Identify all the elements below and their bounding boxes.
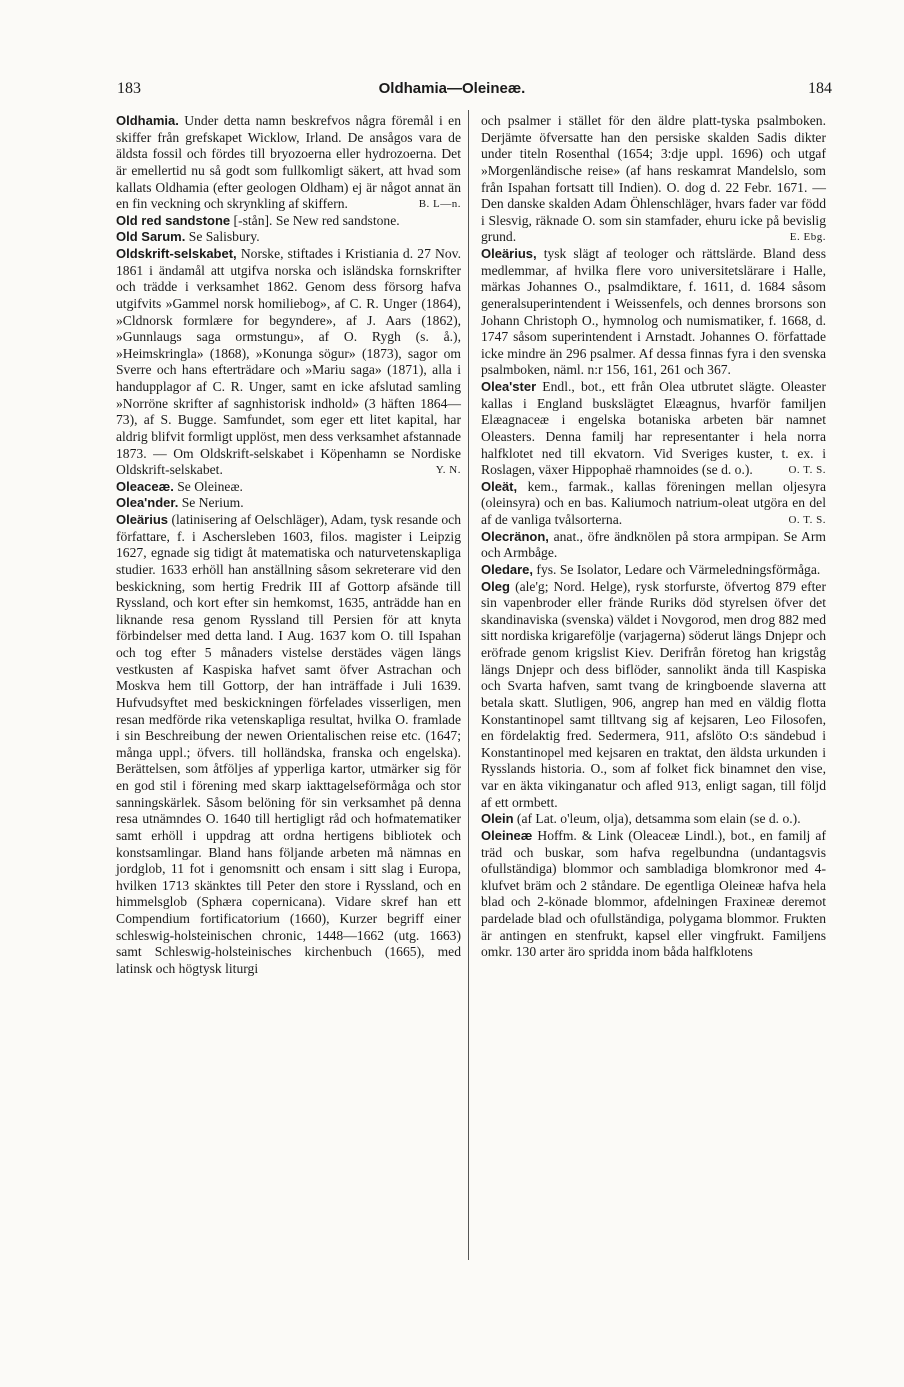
entry-text: kem., farmak., kallas föreningen mellan oljesyra (oleinsyra) och en bas. Kaliumoch natrium-oleat utgöra en del af de vanliga tvålsorterna. <box>481 478 826 527</box>
entry-headword: Olea'ster <box>481 379 537 394</box>
entry-text: och psalmer i stället för den äldre platt-tyska psalmboken. Derjämte öfversatte han den persiske skalden Sadis dikter under titeln Rosenthal (1654; 3:dje uppl. 1696) och utgaf »Morgenländische reise» (af hans reskamrat Mandelslo, som från Ispahan fortsatt till Indien). O. dog d. 22 Febr. 1671. — Den danske skalden Adam Öhlenschläger, hvars fader var född i Slesvig, räknade O. som sin stamfader, ehuru icke på bevislig grund. <box>481 113 826 245</box>
entry-signature: E. Ebg. <box>789 231 826 244</box>
entry-headword: Oldhamia. <box>116 113 179 128</box>
entry-text: Se Oleineæ. <box>173 478 243 494</box>
entry-headword: Olein <box>481 811 514 827</box>
dictionary-entry <box>116 229 461 246</box>
entry-headword: Oleärius, <box>481 246 537 261</box>
entry-signature: Y. N. <box>435 464 461 477</box>
entry-headword: Oleineæ <box>481 827 533 843</box>
entry-signature: O. T. S. <box>788 464 826 477</box>
entry-text: Norske, stiftades i Kristiania d. 27 Nov. 1861 i ändamål att utgifva norska och isländska fornskrifter och trädde i verksamhet 1862. Genom dess försorg hafva utgifvits »Gammel norsk homiliebog», af C. R. Unger (1864), »Cldnorsk formlære for begyndere», af J. Aars (1862), »Gunnlaugs saga ormstungu», af O. Rygh (s. å.), »Heimskringla» (1868), »Konunga sögur» (1873), sagor om Sverre och hans efterträdare och »Mariu saga» (1871), alla i handupplagor af C. R. Unger, samt en icke afslutad samling »Norröne skrifter af sagnhistorisk indhold» (3 häften 1864—73), af S. Bugge. Samfundet, som eger ett litet kapital, har aldrig blifvit formligt upplöst, men dess verksamhet afstannade 1873. — Om Oldskrift-selskabet i Köpenhamn se Nordiske Oldskrift-selskabet. <box>116 246 461 478</box>
entry-headword: Olea'nder. <box>116 495 179 511</box>
entry-text: Se Salisbury. <box>185 229 260 245</box>
dictionary-entry <box>481 113 826 246</box>
entry-text: (latinisering af Oelschläger), Adam, tysk resande och författare, f. i Aschersleben 1603, filos. magister i Leipzig 1627, egnade sig tidigt åt matematiska och naturvetenskapliga studier. 1633 erhöll han anställning såsom sekreterare vid den beskickning, som hertig Fredrik III af Gottorp afsände till Ryssland, och kort efter sin hemkomst, 1635, anträdde han en liknande resa genom Ryssland till Persien för att knyta förbindelser med detta land. I Aug. 1637 kom O. till Ispahan och tog efter 5 månaders vistelse derstädes vägen längs vestkusten af Kaspiska hafvet samt öfver Astrachan och Moskva hem till Gottorp, der han inträffade i Juli 1639. Hufvudsyftet med beskickningen förfelades visserligen, men resan medförde rika vetenskapliga resultat, hvilka O. framlade i sin Beschreibung der newen Orientalischen reise etc. (1647; många uppl.; öfvers. till holländska, franska och engelska). Berättelsen, som åtföljes af ypperliga kartor, utmärker sig för en god stil i förening med skarp iakttagelseförmåga och stor sanningskärlek. Såsom belöning för sin verksamhet på denna resa utnämndes O. 1640 till hertigligt råd och hofmatematiker samt erhöll i uppdrag att ordna hertigens bibliotek och konstsamlingar. Bland hans följande arbeten må nämnas en jordglob, 11 fot i genomsnitt och ensam i sitt slag i Europa, hvilken 1713 skänktes till Peter den store i Ryssland, och en himmelsglob (Sphæra copernicana). Vidare skref han ett Compendium fortificatorium (1660), Kurzer begriff einer schleswig-holsteinischen chronic, 1448—1662 (utg. 1663) samt Schleswig-holsteinisches kirchenbuch (1665), med latinsk och högtysk liturgi <box>116 512 461 976</box>
page-number-right: 184 <box>808 80 832 97</box>
entry-text: [-stån]. Se New red sandstone. <box>230 212 400 228</box>
dictionary-entry <box>481 811 826 828</box>
entry-text: Under detta namn beskrefvos några föremål i en skiffer från grefskapet Wicklow, Irland. De ansågos vara de äldsta fossil och fördes till bryozoerna eller hydrozoerna. Det är emellertid nu så godt som fullkomligt säkert, att hvad som kallats Oldhamia (efter geologen Oldham) ej är något annat än en fin veckning och skrynkling af skiffern. <box>116 113 461 212</box>
entry-text: Hoffm. & Link (Oleaceæ Lindl.), bot., en familj af träd och buskar, som hafva regelbundna (undantagsvis ofullständiga) blommor och sambladiga blomkronor med 4-klufvet bräm och 2 ståndare. De egentliga Oleineæ hafva hela blad och 2-könade blommor, afdelningen Fraxineæ deremot pardelade blad och ofullständiga, polygama blommor. Frukten är antingen en stenfrukt, kapsel eller vingfrukt. Familjens omkr. 130 arter äro spridda inom båda halfklotens <box>481 827 826 960</box>
dictionary-entry <box>481 479 826 529</box>
entry-text: anat., öfre ändknölen på stora armpipan. Se Arm och Armbåge. <box>481 528 826 561</box>
page-number-left: 183 <box>117 80 141 97</box>
dictionary-entry <box>116 246 461 479</box>
entry-headword: Oleät, <box>481 478 518 494</box>
entry-headword: Old red sandstone <box>116 212 231 228</box>
entry-signature: O. T. S. <box>788 514 826 526</box>
entry-text: (ale'g; Nord. Helge), rysk storfurste, öfvertog 879 efter sin vapenbroder eller frände Ruriks död styrelsen öfver det skandinaviska (svenska) väldet i Novgorod, men drog 882 med sitt nordiska krigarefölje (varjagerna) söderut längs Dnjepr och eröfrade genom krigslist Kiev. Derifrån företog han krigståg längs Dnjepr och dess biflöder, sannolikt ända till Kaspiska och Svarta hafven, samt tvang de kringboende slaverna att betala skatt. Slutligen, 906, angrep han med en väldig flotta Konstantinopel samt tilltvang sig af kejsaren, Leo Filosofen, en fördelaktig fred. Sedermera, 911, afslöto O:s sändebud i Konstantinopel med kejsaren en traktat, den äldsta urkunden i Rysslands historia. O., som af folket fick binamnet den vise, var en äkta vikinganatur och afled 913, enligt sagan, till följd af ett ormbett. <box>481 578 826 810</box>
entry-text: Endl., bot., ett från Olea utbrutet slägte. Oleaster kallas i England buskslägtet Elæagnus, hvarför familjen Elæagnaceæ i engelska botaniska arbeten bär namnet Oleasters. Denna familj har representanter i hela norra halfklotet ned till ekvatorn. Vid Sveriges kuster, t. ex. i Roslagen, växer Hippophaë rhamnoides (se d. o.). <box>481 379 826 478</box>
entry-text: Se Nerium. <box>178 495 244 511</box>
dictionary-entry <box>116 495 461 512</box>
dictionary-entry <box>481 579 826 812</box>
entry-text: fys. Se Isolator, Ledare och Värmeledningsförmåga. <box>533 561 821 577</box>
dictionary-entry <box>116 512 461 978</box>
dictionary-entry <box>116 113 461 213</box>
entry-headword: Oleärius <box>116 512 169 527</box>
entry-signature: B. L—n. <box>418 198 461 211</box>
dictionary-entry <box>481 379 826 479</box>
entry-headword: Oldskrift-selskabet, <box>116 246 237 261</box>
entry-headword: Oledare, <box>481 561 534 577</box>
dictionary-entry <box>116 213 461 230</box>
running-head: Oldhamia—Oleineæ. <box>378 80 526 97</box>
column-divider <box>468 110 469 1260</box>
dictionary-entry <box>116 479 461 496</box>
entry-headword: Olecränon, <box>481 528 549 544</box>
entry-headword: Old Sarum. <box>116 229 186 245</box>
dictionary-entry <box>481 529 826 562</box>
entry-headword: Oleaceæ. <box>116 478 174 494</box>
entry-text: (af Lat. o'leum, olja), detsamma som elain (se d. o.). <box>513 811 801 827</box>
entry-text: tysk slägt af teologer och rättslärde. Bland dess medlemmar, af hvilka flere voro universitetslärare i Halle, märkas Johannes O., psalmdiktare, f. 1611, d. 1684 såsom generalsuperintendent i Weissenfels, och dennes brorsons son Johann Christoph O., hymnolog och numismatiker, f. 1668, d. 1747 såsom superintendent i Arnstadt. Johannes O. författade icke mindre än 296 psalmer. Af dessa finnas fyra i den svenska psalmboken, näml. n:r 156, 161, 261 och 367. <box>481 246 826 378</box>
dictionary-entry <box>481 828 826 961</box>
right-column <box>481 113 826 961</box>
left-column <box>116 113 461 978</box>
dictionary-entry <box>481 562 826 579</box>
entry-headword: Oleg <box>481 578 510 594</box>
dictionary-entry <box>481 246 826 379</box>
